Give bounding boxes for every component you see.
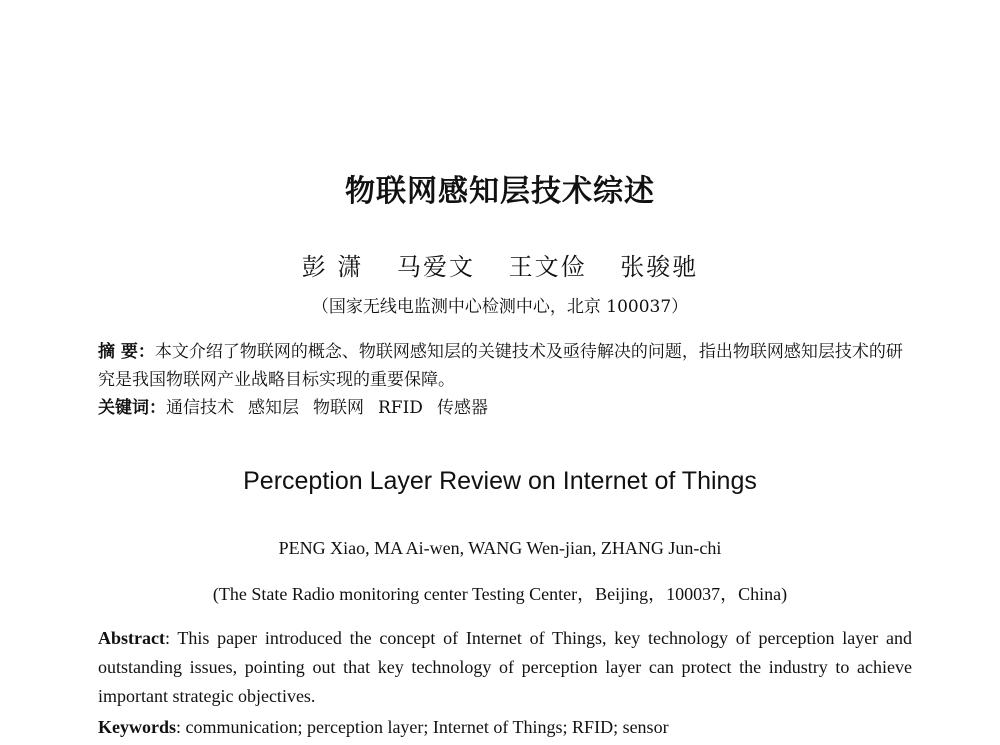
chinese-keywords: [98, 394, 914, 422]
english-abstract: [98, 624, 912, 711]
chinese-title: 物联网感知层技术综述: [345, 174, 655, 209]
chinese-author: 彭 潇: [301, 253, 364, 281]
english-abstract-label: Abstract: [98, 628, 165, 648]
chinese-keyword: 传感器: [436, 398, 488, 418]
chinese-keywords-label: 关键词：: [98, 398, 166, 418]
english-title: Perception Layer Review on Internet of Things: [243, 467, 757, 495]
chinese-keyword: 物联网: [313, 398, 364, 418]
chinese-keyword: 感知层: [248, 398, 299, 418]
english-affiliation: (The State Radio monitoring center Testing Center，Beijing，100037，China): [212, 584, 788, 604]
chinese-abstract: [98, 338, 914, 394]
chinese-author: 马爱文: [397, 253, 475, 281]
chinese-keyword: RFID: [378, 398, 423, 418]
chinese-author: 王文俭: [508, 253, 587, 281]
chinese-abstract-text: 本文介绍了物联网的概念、物联网感知层的关键技术及亟待解决的问题，指出物联网感知层技术的研究是我国物联网产业战略目标实现的重要保障。: [98, 342, 903, 390]
english-abstract-text: : This paper introduced the concept of Internet of Things, key technology of perception layer and outstanding issues, pointing out that key technology of perception layer can protect the industry to achieve important strategic objectives.: [98, 628, 912, 706]
chinese-keyword: 通信技术: [166, 398, 234, 418]
chinese-abstract-label: 摘 要：: [98, 342, 155, 362]
chinese-affiliation: （国家无线电监测中心检测中心，北京 100037）: [311, 297, 689, 317]
chinese-authors: [0, 247, 1000, 282]
english-authors: PENG Xiao, MA Ai-wen, WANG Wen-jian, ZHANG Jun-chi: [278, 538, 722, 558]
english-keywords: [98, 713, 912, 742]
english-keywords-label: Keywords: [98, 717, 176, 737]
english-keywords-text: : communication; perception layer; Internet of Things; RFID; sensor: [176, 717, 669, 737]
chinese-author: 张骏驰: [620, 253, 699, 281]
